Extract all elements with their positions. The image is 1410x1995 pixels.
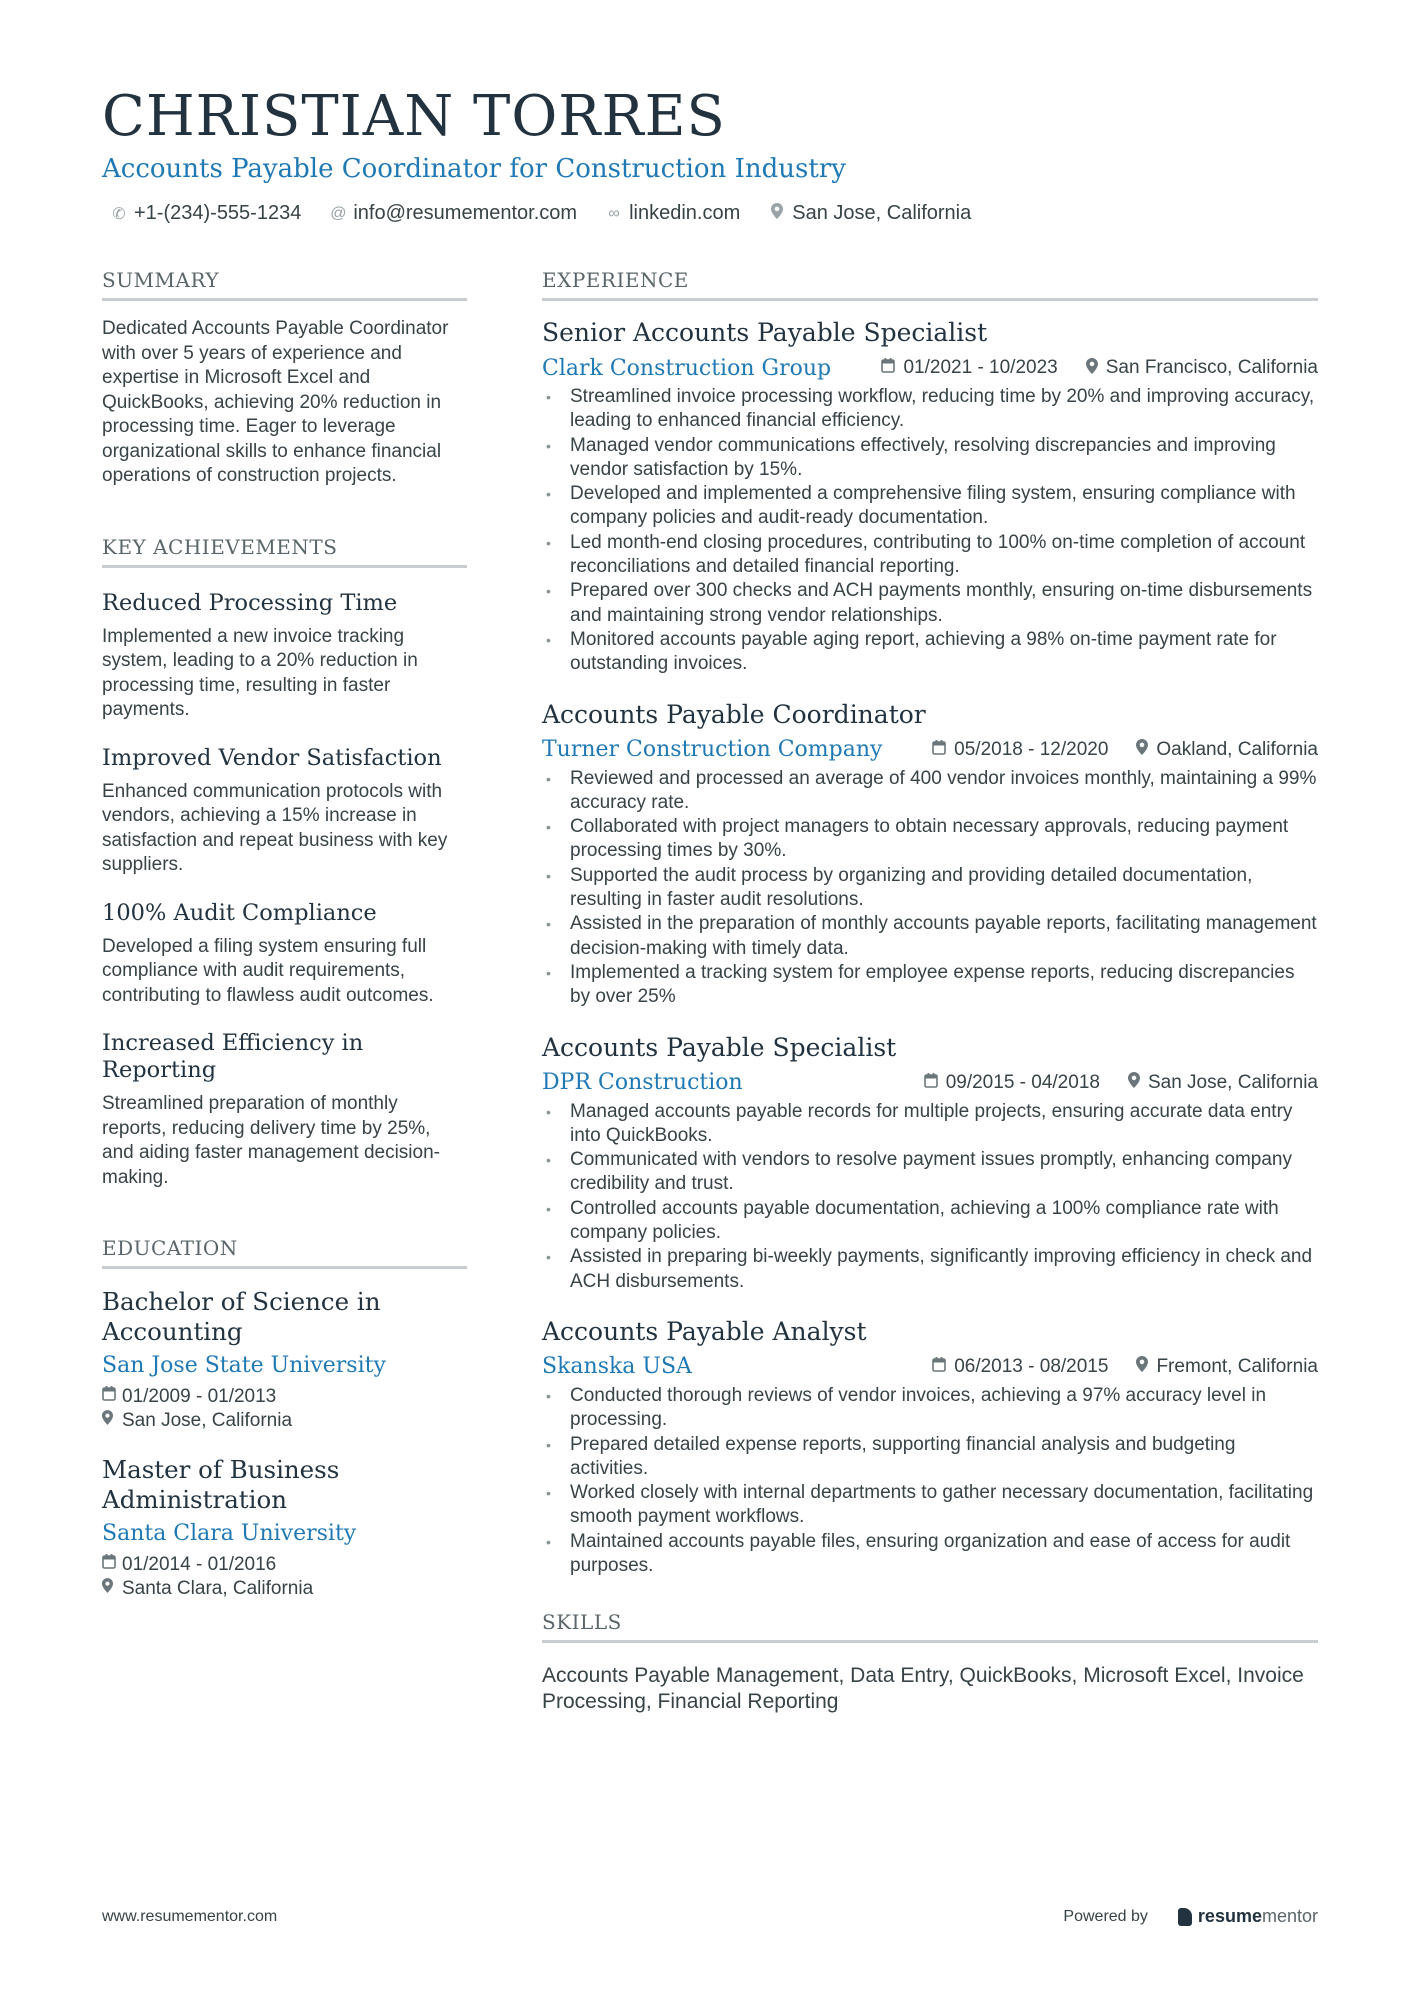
job-location-text: Fremont, California xyxy=(1156,1355,1318,1377)
job-bullet: • Maintained accounts payable files, ensuring organization and ease of access for audit purposes. xyxy=(542,1530,1318,1579)
contact-location xyxy=(768,202,971,225)
calendar-icon xyxy=(102,1385,122,1409)
job-bullet: • Assisted in the preparation of monthly accounts payable reports, facilitating management decision-making with timely data. xyxy=(542,912,1318,961)
candidate-title: Accounts Payable Coordinator for Construction Industry xyxy=(102,154,846,184)
calendar-icon xyxy=(102,1553,122,1577)
job-bullets xyxy=(542,1384,1318,1578)
page-footer xyxy=(102,1906,1318,1927)
calendar-icon xyxy=(924,1073,938,1093)
right-column xyxy=(542,268,1318,1715)
job-company: Skanska USA xyxy=(542,1354,692,1380)
achievement-desc: Streamlined preparation of monthly reports, reducing delivery time by 25%, and aiding faster management decision-making. xyxy=(102,1093,440,1188)
job-bullet: • Managed accounts payable records for multiple projects, ensuring accurate data entry into QuickBooks. xyxy=(542,1100,1318,1149)
job-location xyxy=(1136,739,1318,761)
achievement-desc: Enhanced communication protocols with vendors, achieving a 15% increase in satisfaction and repeat business with key suppliers. xyxy=(102,780,448,875)
candidate-name: CHRISTIAN TORRES xyxy=(102,84,726,149)
education-location-row xyxy=(102,1577,467,1601)
job-dates-text: 09/2015 - 04/2018 xyxy=(945,1071,1100,1093)
job-title: Accounts Payable Analyst xyxy=(542,1316,867,1346)
achievement-item xyxy=(102,745,467,878)
job-entry xyxy=(542,1032,1318,1294)
achievement-title: Improved Vendor Satisfaction xyxy=(102,744,442,771)
job-meta-row xyxy=(542,1352,1318,1382)
summary-heading: SUMMARY xyxy=(102,268,467,301)
skills-heading: SKILLS xyxy=(542,1610,1318,1643)
job-bullet: • Worked closely with internal departments to gather necessary documentation, facilitating smooth payment workflows. xyxy=(542,1481,1318,1530)
calendar-icon xyxy=(932,1357,946,1377)
job-location-text: San Jose, California xyxy=(1147,1071,1318,1093)
experience-heading: EXPERIENCE xyxy=(542,268,1318,301)
location-pin-icon xyxy=(768,203,786,224)
location-pin-icon xyxy=(102,1577,122,1601)
job-bullet: • Monitored accounts payable aging report, achieving a 98% on-time payment rate for outstanding invoices. xyxy=(542,628,1318,677)
job-dates xyxy=(924,1072,1100,1094)
job-title: Accounts Payable Specialist xyxy=(542,1032,897,1062)
job-bullet: • Collaborated with project managers to obtain necessary approvals, reducing payment processing times by 30%. xyxy=(542,815,1318,864)
education-degree: Bachelor of Science in Accounting xyxy=(102,1287,381,1346)
education-dates-row xyxy=(102,1553,467,1577)
brand-logo-icon xyxy=(1178,1908,1192,1926)
job-meta-row xyxy=(542,353,1318,383)
achievement-title: Increased Efficiency in Reporting xyxy=(102,1030,364,1083)
job-title: Accounts Payable Coordinator xyxy=(542,699,926,729)
job-bullet: • Streamlined invoice processing workflow, reducing time by 20% and improving accuracy, leading to enhanced financial efficiency. xyxy=(542,385,1318,434)
job-company: Clark Construction Group xyxy=(542,355,832,381)
education-item xyxy=(102,1455,467,1601)
job-bullet: • Reviewed and processed an average of 400 vendor invoices monthly, maintaining a 99% accuracy rate. xyxy=(542,767,1318,816)
job-bullet: • Assisted in preparing bi-weekly payments, significantly improving efficiency in check and ACH disbursements. xyxy=(542,1245,1318,1294)
achievements-heading: KEY ACHIEVEMENTS xyxy=(102,535,467,568)
contact-bar xyxy=(110,202,1322,225)
education-location: Santa Clara, California xyxy=(122,1578,314,1599)
summary-text: Dedicated Accounts Payable Coordinator with over 5 years of experience and expertise in Microsoft Excel and QuickBooks, achieving 20% reduction in processing time. Eager to leverage organizational skills to enhance financial operations of construction projects. xyxy=(102,318,449,486)
achievement-item xyxy=(102,900,467,1009)
job-location-text: San Francisco, California xyxy=(1105,357,1318,378)
job-dates xyxy=(881,357,1057,379)
brand-name-bold: resume xyxy=(1197,1906,1262,1926)
education-school: San Jose State University xyxy=(102,1353,386,1378)
job-dates-text: 01/2021 - 10/2023 xyxy=(903,357,1058,378)
job-dates-text: 06/2013 - 08/2015 xyxy=(954,1355,1109,1377)
job-company: DPR Construction xyxy=(542,1070,743,1096)
resume-header xyxy=(102,84,1322,225)
job-bullet: • Communicated with vendors to resolve payment issues promptly, enhancing company credibility and trust. xyxy=(542,1148,1318,1197)
job-bullets xyxy=(542,767,1318,1010)
job-meta-row xyxy=(542,735,1318,765)
job-bullet: • Prepared over 300 checks and ACH payments monthly, ensuring on-time disbursements and maintaining strong vendor relationships. xyxy=(542,579,1318,628)
job-location xyxy=(1086,357,1318,379)
job-dates xyxy=(932,739,1108,761)
brand-logo[interactable] xyxy=(1178,1906,1318,1927)
link-icon: ∞ xyxy=(608,204,620,222)
education-item xyxy=(102,1287,467,1433)
education-school: Santa Clara University xyxy=(102,1521,357,1546)
phone-icon: ✆ xyxy=(112,205,126,223)
job-dates xyxy=(932,1356,1108,1378)
calendar-icon xyxy=(881,358,895,378)
job-bullet: • Controlled accounts payable documentation, achieving a 100% compliance rate with company policies. xyxy=(542,1197,1318,1246)
education-location: San Jose, California xyxy=(122,1410,293,1431)
job-entry xyxy=(542,1316,1318,1578)
job-bullet: • Conducted thorough reviews of vendor invoices, achieving a 97% accuracy level in processing. xyxy=(542,1384,1318,1433)
achievement-item xyxy=(102,590,467,723)
achievement-desc: Implemented a new invoice tracking system, leading to a 20% reduction in processing time, resulting in faster payments. xyxy=(102,625,418,720)
job-bullet: • Prepared detailed expense reports, supporting financial analysis and budgeting activities. xyxy=(542,1433,1318,1482)
contact-email[interactable] xyxy=(329,202,577,225)
job-dates-text: 05/2018 - 12/2020 xyxy=(954,738,1109,760)
education-dates: 01/2014 - 01/2016 xyxy=(122,1554,277,1575)
contact-phone[interactable] xyxy=(110,202,301,225)
achievement-title: 100% Audit Compliance xyxy=(102,899,377,926)
job-entry xyxy=(542,699,1318,1010)
job-bullet: • Led month-end closing procedures, contributing to 100% on-time completion of account reconciliations and detailed financial reporting. xyxy=(542,531,1318,580)
email-text: info@resumementor.com xyxy=(353,202,578,224)
linkedin-text: linkedin.com xyxy=(629,202,741,224)
location-pin-icon xyxy=(102,1409,122,1433)
job-location xyxy=(1136,1356,1318,1378)
job-bullet: • Implemented a tracking system for employee expense reports, reducing discrepancies by over 25% xyxy=(542,961,1318,1010)
job-bullet: • Developed and implemented a comprehensive filing system, ensuring compliance with company policies and audit-ready documentation. xyxy=(542,482,1318,531)
left-column xyxy=(102,268,467,1601)
phone-text: +1-(234)-555-1234 xyxy=(134,202,302,224)
achievement-title: Reduced Processing Time xyxy=(102,589,398,616)
education-dates: 01/2009 - 01/2013 xyxy=(122,1386,277,1407)
skills-section xyxy=(542,1610,1318,1715)
achievement-item xyxy=(102,1030,467,1190)
skills-text: Accounts Payable Management, Data Entry, QuickBooks, Microsoft Excel, Invoice Processing, Financial Reporting xyxy=(542,1664,1304,1714)
job-meta-row xyxy=(542,1068,1318,1098)
location-pin-icon xyxy=(1128,1072,1140,1093)
job-bullet: • Managed vendor communications effectively, resolving discrepancies and improving vendor satisfaction by 15%. xyxy=(542,434,1318,483)
footer-website[interactable]: www.resumementor.com xyxy=(102,1907,278,1925)
job-entry xyxy=(542,317,1318,677)
education-location-row xyxy=(102,1409,467,1433)
education-heading: EDUCATION xyxy=(102,1236,467,1269)
education-degree: Master of Business Administration xyxy=(102,1455,340,1514)
location-pin-icon xyxy=(1086,358,1098,379)
job-bullets xyxy=(542,385,1318,677)
footer-powered-by: Powered by xyxy=(1063,1907,1148,1925)
contact-linkedin[interactable] xyxy=(605,202,740,225)
job-bullets xyxy=(542,1100,1318,1294)
brand-name-light: mentor xyxy=(1261,1906,1318,1926)
job-title: Senior Accounts Payable Specialist xyxy=(542,318,988,347)
location-text: San Jose, California xyxy=(792,202,972,224)
location-pin-icon xyxy=(1136,739,1148,760)
education-dates-row xyxy=(102,1385,467,1409)
job-location-text: Oakland, California xyxy=(1156,738,1318,760)
location-pin-icon xyxy=(1136,1356,1148,1377)
achievement-desc: Developed a filing system ensuring full compliance with audit requirements, contributing to flawless audit outcomes. xyxy=(102,935,434,1006)
at-icon: @ xyxy=(330,204,347,222)
calendar-icon xyxy=(932,740,946,760)
job-company: Turner Construction Company xyxy=(542,737,883,763)
job-location xyxy=(1128,1072,1318,1094)
job-bullet: • Supported the audit process by organizing and providing detailed documentation, resulting in faster audit resolutions. xyxy=(542,864,1318,913)
